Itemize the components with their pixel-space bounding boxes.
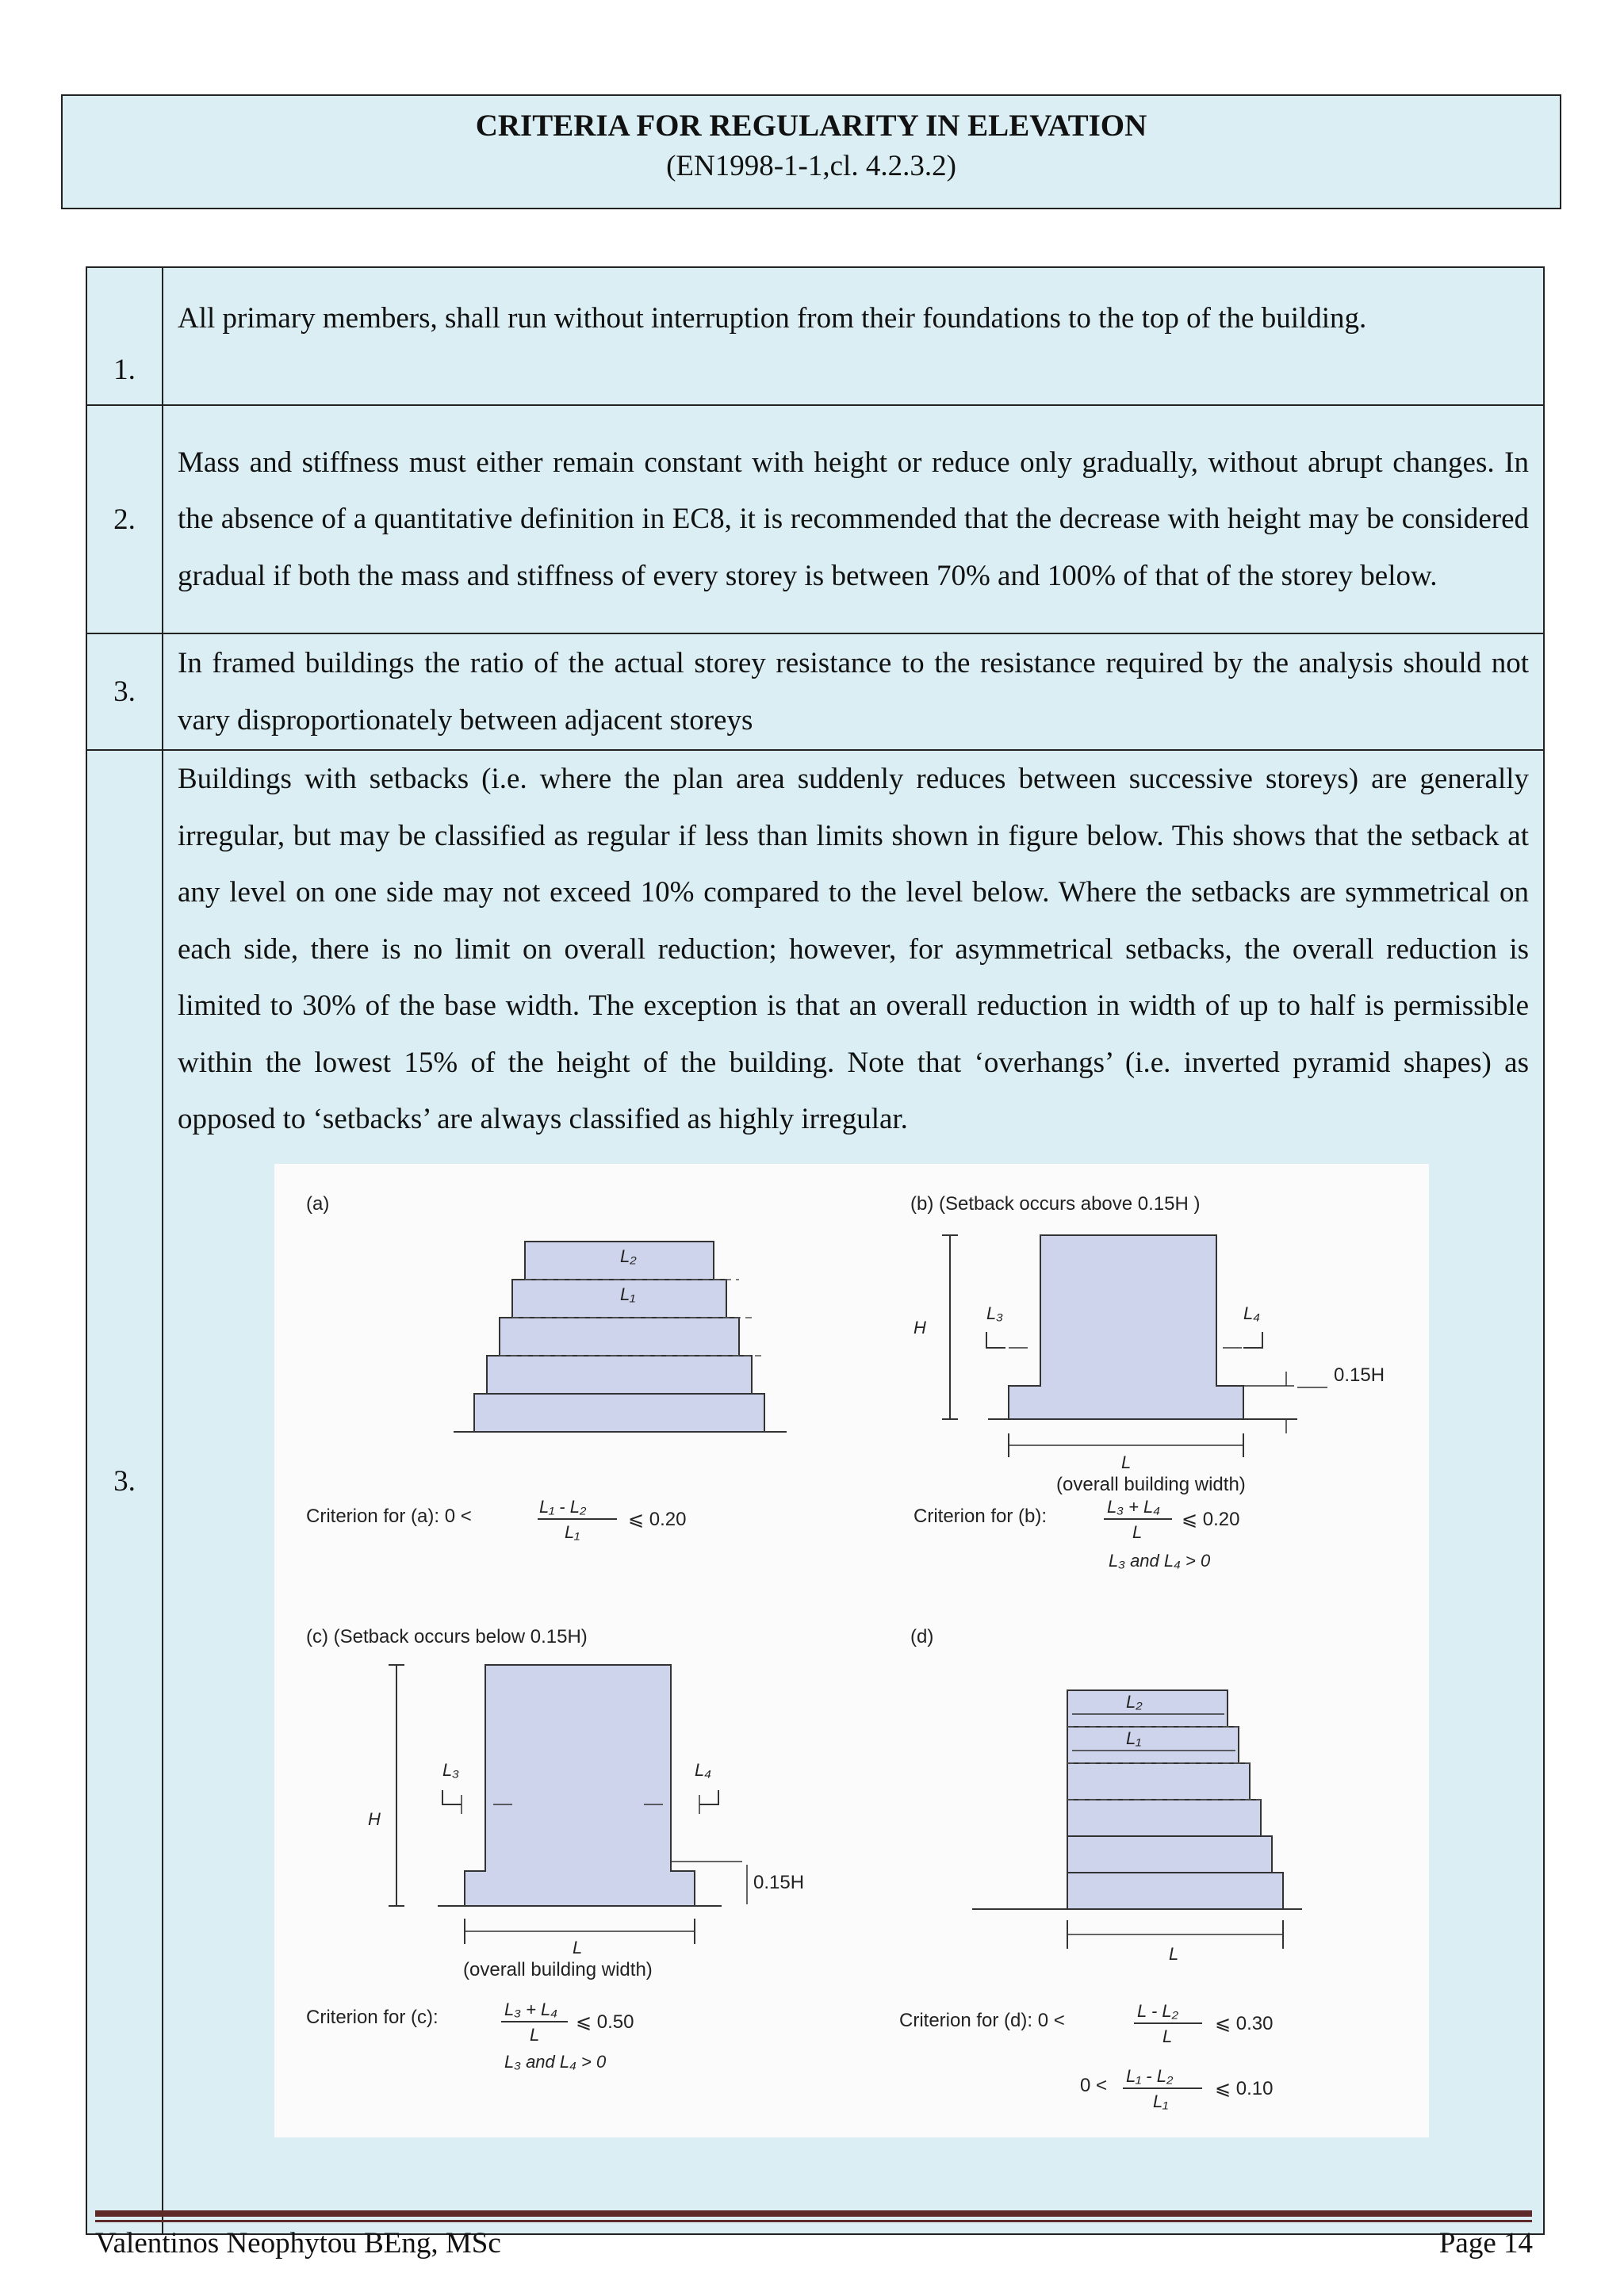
criterion-text: Buildings with setbacks (i.e. where the plan area suddenly reduces between successive storeys) are generally irregular, but may be classified as regular if less than limits shown in figure below. This shows that the setback at any level on one side may not exceed 10% compared to the level below. Where the setbacks are symmetrical on each side, there is no limit on overall reduction; however, for asymmetrical setbacks, the overall reduction is limited to 30% of the base width. The exception is that an overall reduction in width of up to half is permissible within the lowest 15% of the height of the building. Note that ‘overhangs’ (i.e. inverted pyramid shapes) as opposed to ‘setbacks’ are always classified as highly irregular. (a) L₂ L₁ Criterion for (a): 0 < L₁ - L₂ L₁ ⩽ 0.20 (b) (Setback occurs above 0.15H ) H L₃ L₄ 0.15H L (overall building width) Criterion for (b): L₃ + L₄ L ⩽ 0.20 L₃ and L₄ > 0 (c) (Setback occurs below 0.15H) H L₃ L₄ 0.15H L (overall building width) Criterion for (c): L₃ + L₄ L ⩽ 0.50 L₃ and L₄ > 0 (d) L₂ L₁ L Criterion for (d): 0 < L - L₂ L ⩽ 0.30 0 < L₁ - L₂ L₁ ⩽ 0.10: [163, 750, 1544, 2234]
dim-H-b: H: [914, 1317, 926, 1337]
title-box: [61, 94, 1561, 209]
criterion-b-prefix: Criterion for (b):: [914, 1505, 1048, 1527]
criterion-c-frac-num: L₃ + L₄: [504, 1999, 558, 2019]
footer-rule-thin: [95, 2220, 1532, 2222]
panel-c-label: (c) (Setback occurs below 0.15H): [306, 1625, 588, 1647]
criterion-c-suffix: ⩽ 0.50: [576, 2011, 634, 2033]
criterion-text: In framed buildings the ratio of the actual storey resistance to the resistance required by the analysis should not vary disproportionately between adjacent storeys: [163, 633, 1544, 750]
footer-rule: [95, 2210, 1532, 2217]
dim-L-d: L: [1169, 1943, 1179, 1964]
criterion-a-frac-num: L₁ - L₂: [539, 1496, 587, 1517]
page-subtitle: (EN1998-1-1,cl. 4.2.3.2): [666, 150, 956, 182]
dim-L4-b: L₄: [1243, 1303, 1261, 1323]
table-row: [86, 267, 1544, 405]
criterion-c-prefix: Criterion for (c):: [306, 2006, 439, 2028]
criterion-d2-prefix: 0 <: [1080, 2074, 1108, 2096]
panel-b-label: (b) (Setback occurs above 0.15H ): [910, 1192, 1201, 1215]
width-note-b: (overall building width): [1056, 1473, 1246, 1495]
criteria-table: [86, 266, 1545, 2235]
footer-author: Valentinos Neophytou BEng, MSc: [95, 2227, 501, 2260]
criterion-b-frac-den: L: [1132, 1521, 1143, 1542]
criterion-d-frac-den: L: [1162, 2026, 1173, 2046]
footer-page-number: Page 14: [1438, 2227, 1533, 2260]
dim-L1-a: L₁: [620, 1284, 636, 1304]
table-row: [86, 750, 1544, 2234]
dim-L-c: L: [573, 1937, 583, 1957]
dim-L3-c: L₃: [442, 1759, 459, 1780]
criterion-number: 2.: [86, 405, 163, 633]
width-note-c: (overall building width): [463, 1958, 653, 1980]
criterion-c-condition: L₃ and L₄ > 0: [504, 2051, 607, 2072]
criterion-a-frac-den: L₁: [565, 1521, 580, 1542]
criterion-d2-suffix: ⩽ 0.10: [1215, 2077, 1274, 2099]
dim-H-c: H: [368, 1808, 381, 1829]
dim-L1-d: L₁: [1126, 1728, 1142, 1748]
criterion-number-cell: [86, 750, 163, 2234]
table-row: [86, 405, 1544, 633]
criterion-text: Mass and stiffness must either remain constant with height or reduce only gradually, without abrupt changes. In the absence of a quantitative definition in EC8, it is recommended that the decrease with height may be considered gradual if both the mass and stiffness of every storey is between 70% and 100% of that of the storey below.: [163, 405, 1544, 633]
panel-a-label: (a): [306, 1192, 330, 1215]
page-title: CRITERIA FOR REGULARITY IN ELEVATION: [475, 109, 1147, 143]
dim-L4-c: L₄: [695, 1759, 712, 1780]
setback-building-c: [465, 1665, 695, 1906]
criterion-a-suffix: ⩽ 0.20: [628, 1508, 687, 1530]
criterion-d2-frac-den: L₁: [1153, 2091, 1169, 2111]
criterion-c-frac-den: L: [530, 2024, 540, 2045]
dim-015H-b: 0.15H: [1334, 1364, 1385, 1386]
panel-d-label: (d): [910, 1625, 934, 1647]
criterion-d-frac-num: L - L₂: [1137, 2000, 1179, 2021]
criterion-text: All primary members, shall run without interruption from their foundations to the top of the building.: [163, 267, 1544, 405]
table-row: [86, 633, 1544, 750]
criterion-d2-frac-num: L₁ - L₂: [1126, 2065, 1174, 2086]
criterion-number: 1.: [86, 267, 163, 405]
setback-building-b: [1009, 1235, 1243, 1419]
criterion-number: 3.: [113, 1465, 136, 1498]
criterion-number: 3.: [86, 633, 163, 750]
criterion-b-condition: L₃ and L₄ > 0: [1109, 1550, 1211, 1571]
criterion-b-frac-num: L₃ + L₄: [1107, 1496, 1161, 1517]
criterion-d-suffix: ⩽ 0.30: [1215, 2012, 1274, 2034]
dim-L3-b: L₃: [986, 1303, 1003, 1323]
criterion-b-suffix: ⩽ 0.20: [1182, 1508, 1240, 1530]
dim-015H-c: 0.15H: [753, 1871, 805, 1893]
dim-L-b: L: [1121, 1452, 1132, 1472]
criterion-d-prefix: Criterion for (d): 0 <: [899, 2009, 1065, 2031]
criterion-a-prefix: Criterion for (a): 0 <: [306, 1505, 472, 1527]
dim-L2-d: L₂: [1126, 1691, 1143, 1712]
dim-L2-a: L₂: [620, 1246, 637, 1266]
setback-criteria-figure: [274, 1164, 1429, 2137]
